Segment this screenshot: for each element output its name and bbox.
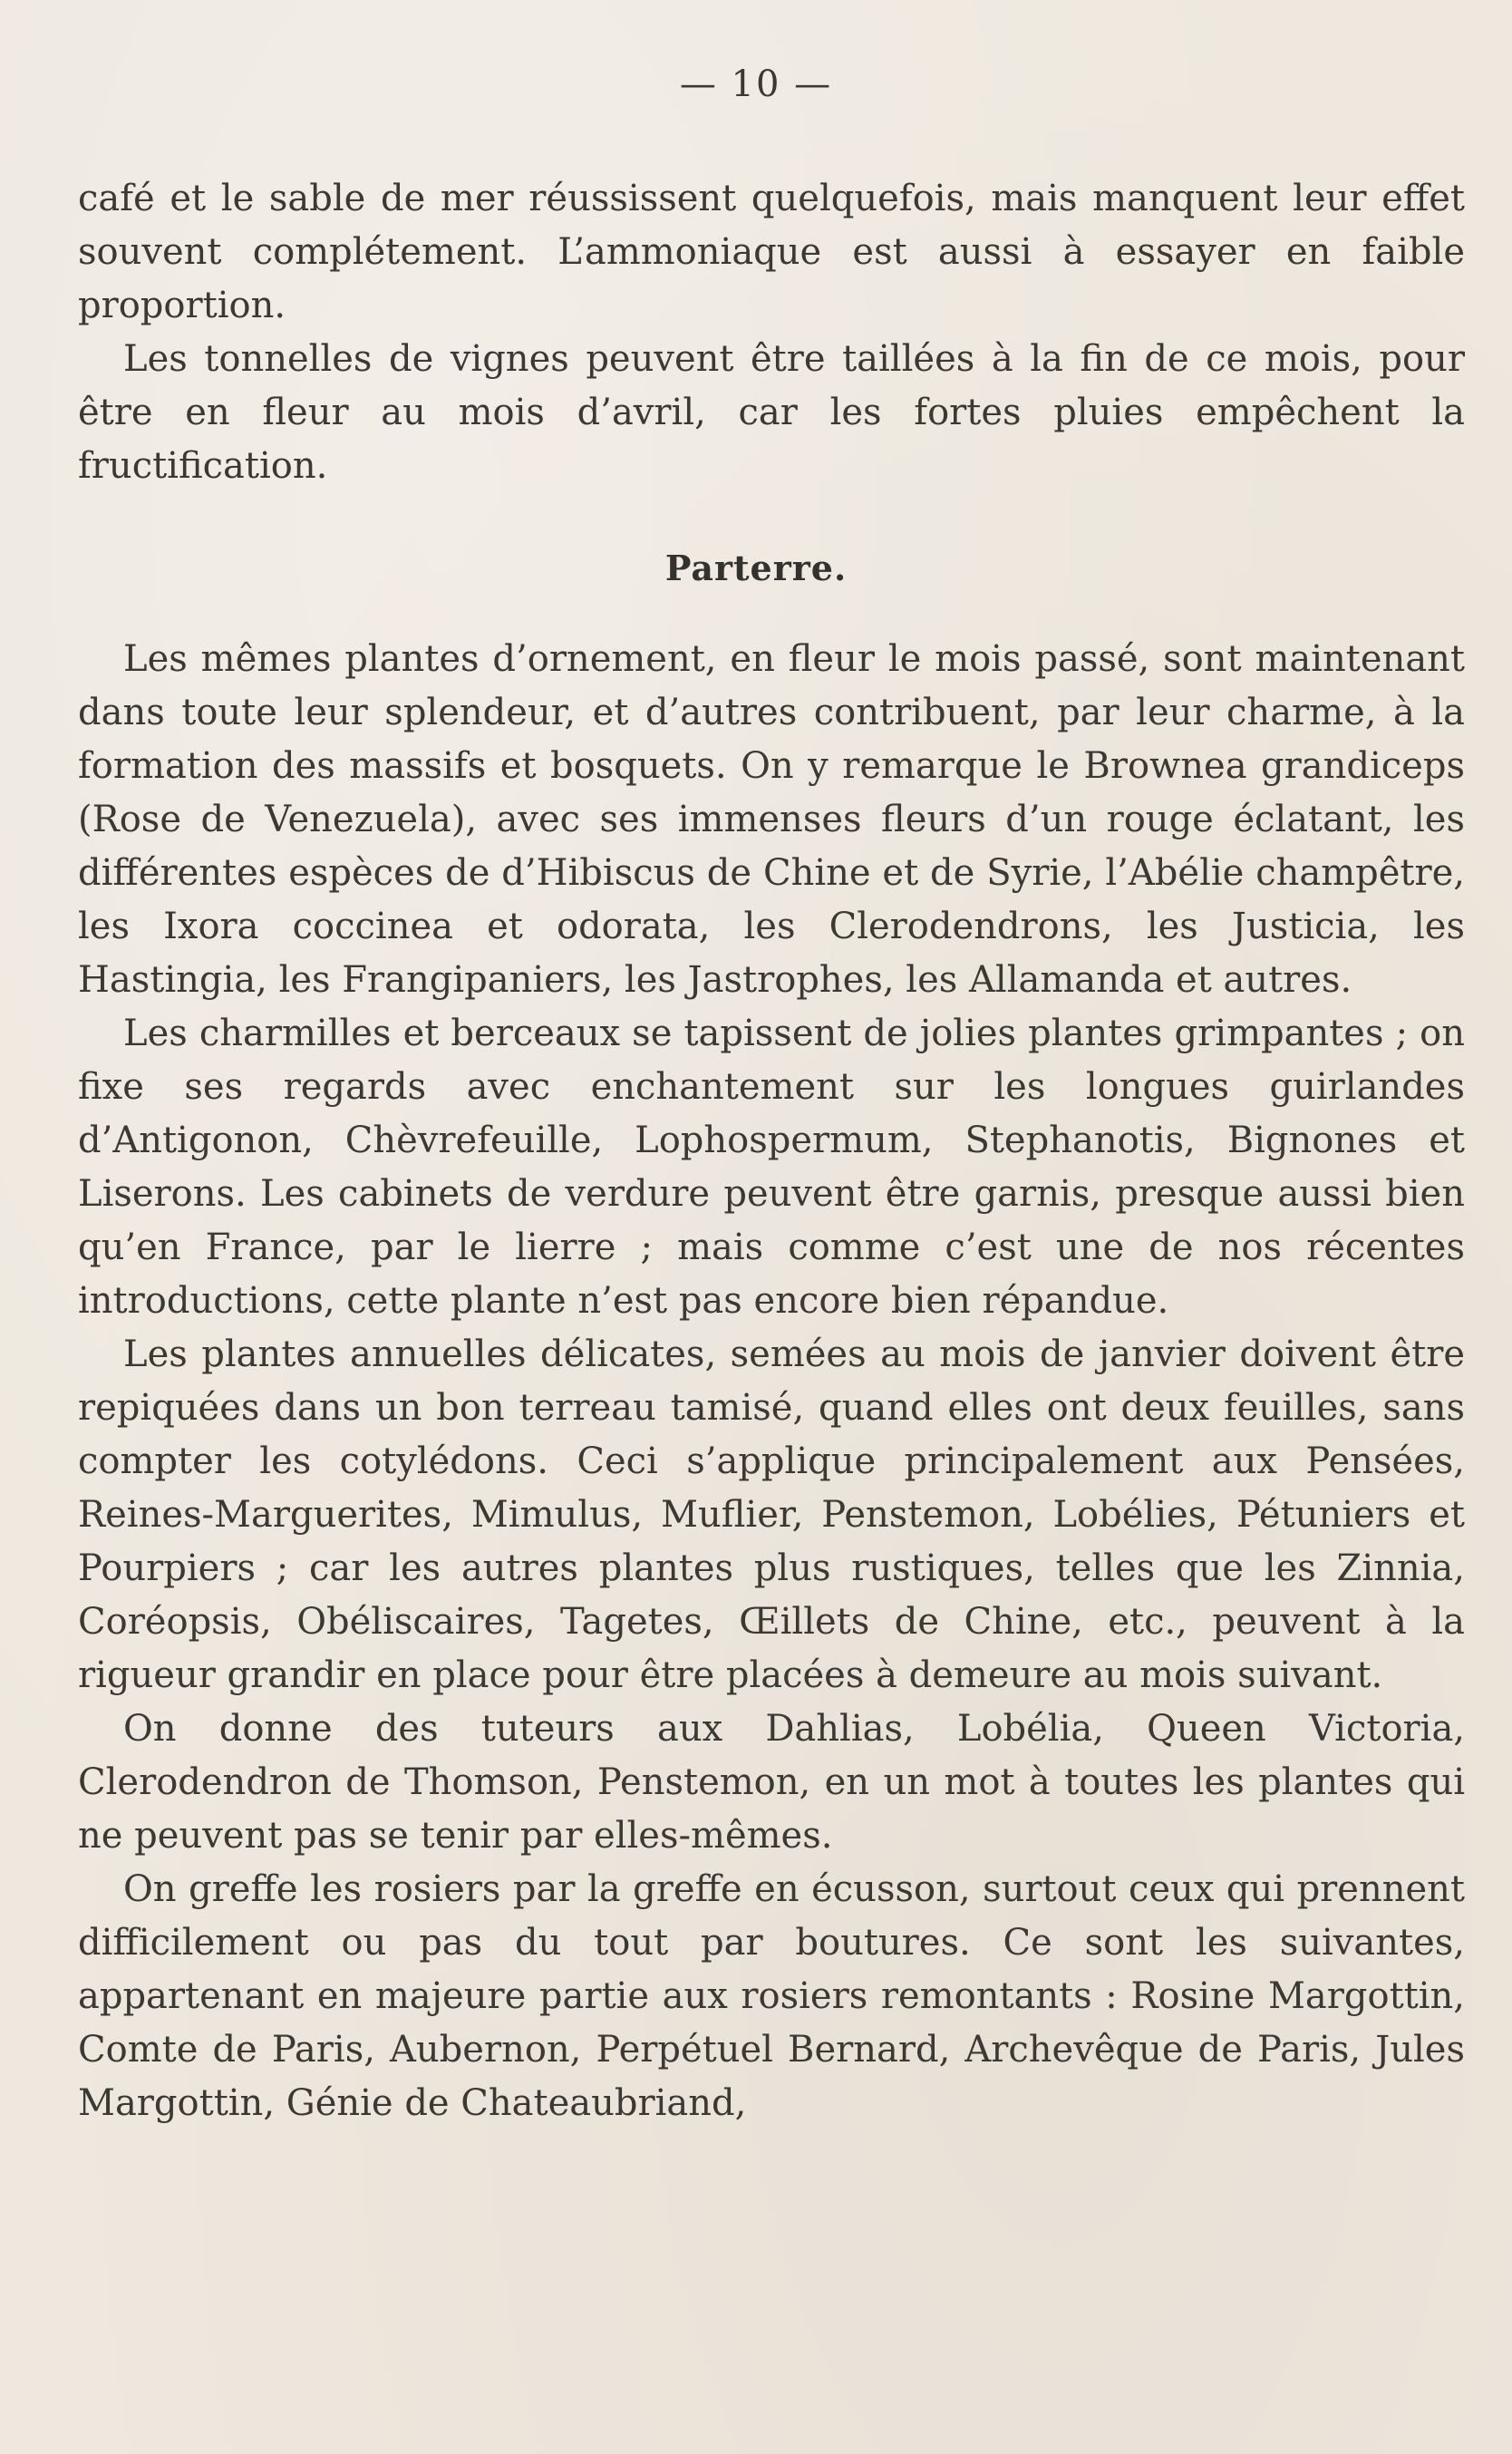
section-heading-parterre: Parterre. (664, 548, 848, 588)
parterre-text-block (78, 633, 1465, 2130)
top-text-block (78, 172, 1465, 493)
paragraph-tonnelles: Les tonnelles de vignes peuvent être taillées à la fin de ce mois, pour être en fleur au mois d’avril, car les fortes pluies empêchent la fructification. (78, 338, 1465, 487)
paragraph-charmilles: Les charmilles et berceaux se tapissent de jolies plantes grimpantes ; on fixe ses regards avec enchantement sur les longues guirlandes d’Antigonon, Chèvrefeuille, Lophospermum, Stephanotis, Bignones et Liserons. Les cabinets de verdure peuvent être garnis, presque aussi bien qu’en France, par le lierre ; mais comme c’est une de nos récentes introductions, cette plante n’est pas encore bien répandue. (78, 1013, 1465, 1322)
paragraph-plantes-annuelles: Les plantes annuelles délicates, semées au mois de janvier doivent être repiquées dans un bon terreau tamisé, quand elles ont deux feuilles, sans compter les cotylédons. Ceci s’applique principalement aux Pensées, Reines-Marguerites, Mimulus, Muflier, Penstemon, Lobélies, Pétuniers et Pourpiers ; car les autres plantes plus rustiques, telles que les Zinnia, Coréopsis, Obéliscaires, Tagetes, Œillets de Chine, etc., peuvent à la rigueur grandir en place pour être placées à demeure au mois suivant. (78, 1334, 1465, 1696)
paragraph-continuation: café et le sable de mer réussissent quelquefois, mais manquent leur effet souvent complétement. L’ammoniaque est aussi à essayer en faible proportion. (78, 178, 1465, 326)
paragraph-plantes-ornement: Les mêmes plantes d’ornement, en fleur le mois passé, sont maintenant dans toute leur splendeur, et d’autres contribuent, par leur charme, à la formation des massifs et bosquets. On y remarque le Brownea grandiceps (Rose de Venezuela), avec ses immenses fleurs d’un rouge éclatant, les différentes espèces de d’Hibiscus de Chine et de Syrie, l’Abélie champêtre, les Ixora coccinea et odorata, les Clerodendrons, les Justicia, les Hastingia, les Frangipaniers, les Jastrophes, les Allamanda et autres. (78, 638, 1465, 1001)
paragraph-tuteurs: On donne des tuteurs aux Dahlias, Lobélia, Queen Victoria, Clerodendron de Thomson, Penstemon, en un mot à toutes les plantes qui ne peuvent pas se tenir par elles-mêmes. (78, 1708, 1465, 1857)
paragraph-rosiers: On greffe les rosiers par la greffe en écusson, surtout ceux qui prennent difficilement ou pas du tout par boutures. Ce sont les suivantes, appartenant en majeure partie aux rosiers remontants : Rosine Margottin, Comte de Paris, Aubernon, Perpétuel Bernard, Archevêque de Paris, Jules Margottin, Génie de Chateaubriand, (78, 1868, 1465, 2124)
page-number: — 10 — (679, 63, 833, 105)
